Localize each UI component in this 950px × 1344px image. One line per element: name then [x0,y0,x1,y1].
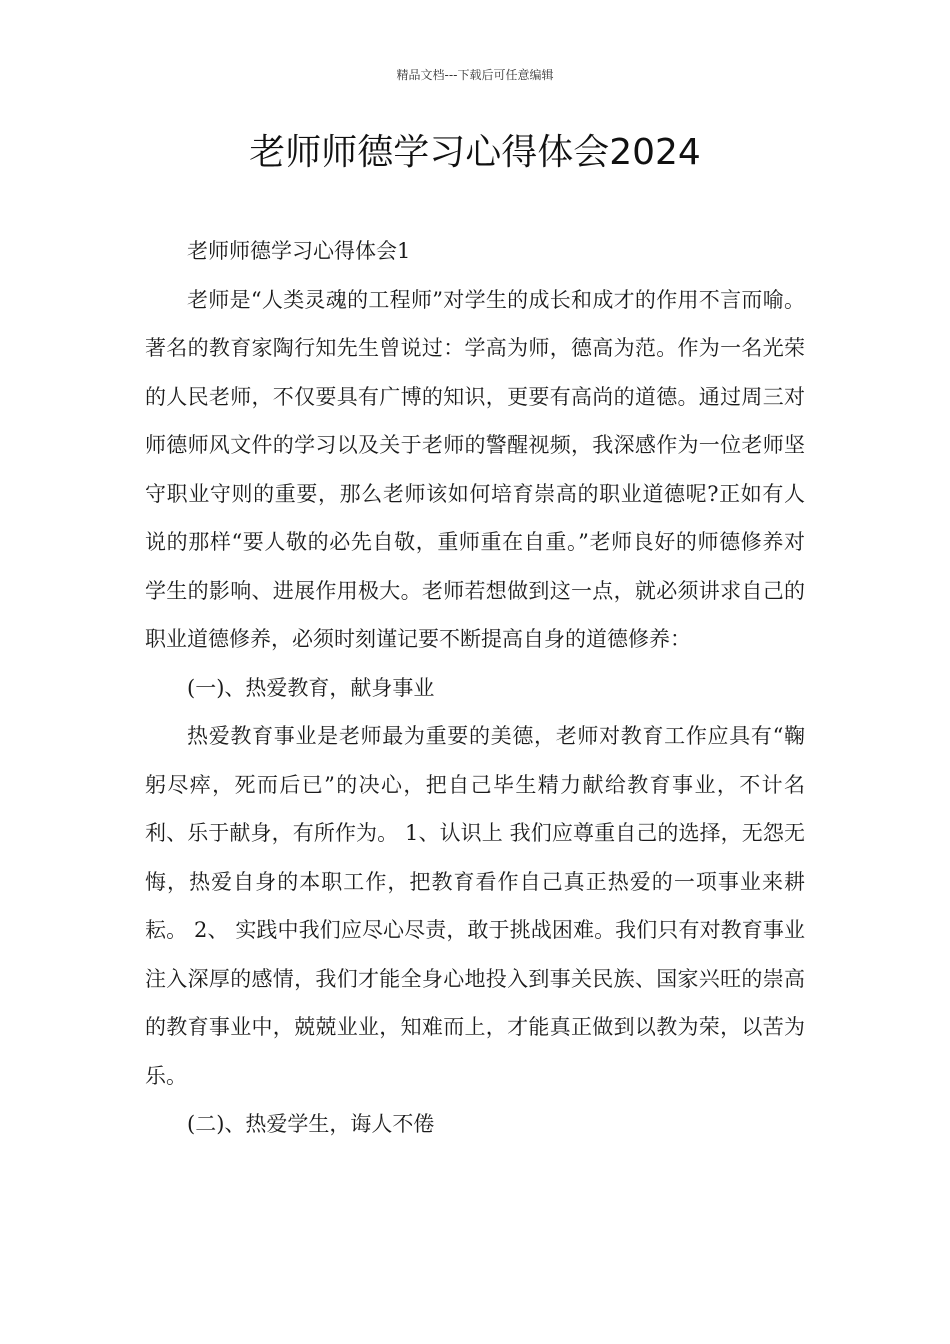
body-paragraph: 老师是“人类灵魂的工程师”对学生的成长和成才的作用不言而喻。著名的教育家陶行知先生曾说过：学高为师，德高为范。作为一名光荣的人民老师，不仅要具有广博的知识，更要有高尚的道德。通过周三对师德师风文件的学习以及关于老师的警醒视频，我深感作为一位老师坚守职业守则的重要，那么老师该如何培育崇高的职业道德呢?正如有人说的那样“要人敬的必先自敬，重师重在自重。”老师良好的师德修养对学生的影响、进展作用极大。老师若想做到这一点，就必须讲求自己的职业道德修养，必须时刻谨记要不断提高自身的道德修养： [145,287,805,651]
subsection-heading-2: (二)、热爱学生，诲人不倦 [187,1112,435,1136]
document-body [145,227,805,1149]
page-header-note: 精品文档---下载后可任意编辑 [396,68,554,82]
document-title: 老师师德学习心得体会2024 [249,132,701,173]
subsection-heading-1: (一)、热爱教育，献身事业 [187,675,435,700]
body-paragraph: 热爱教育事业是老师最为重要的美德，老师对教育工作应具有“鞠躬尽瘁，死而后已”的决心，把自己毕生精力献给教育事业，不计名利、乐于献身，有所作为。 1、认识上 我们应尊重自己的选择，无怨无悔，热爱自身的本职工作，把教育看作自己真正热爱的一项事业来耕耘。 2、 实践中我们应尽心尽责，敢于挑战困难。我们只有对教育事业注入深厚的感情，我们才能全身心地投入到事关民族、国家兴旺的崇高的教育事业中，兢兢业业，知难而上，才能真正做到以教为荣，以苦为乐。 [145,724,805,1088]
section-heading-1: 老师师德学习心得体会1 [187,239,411,263]
